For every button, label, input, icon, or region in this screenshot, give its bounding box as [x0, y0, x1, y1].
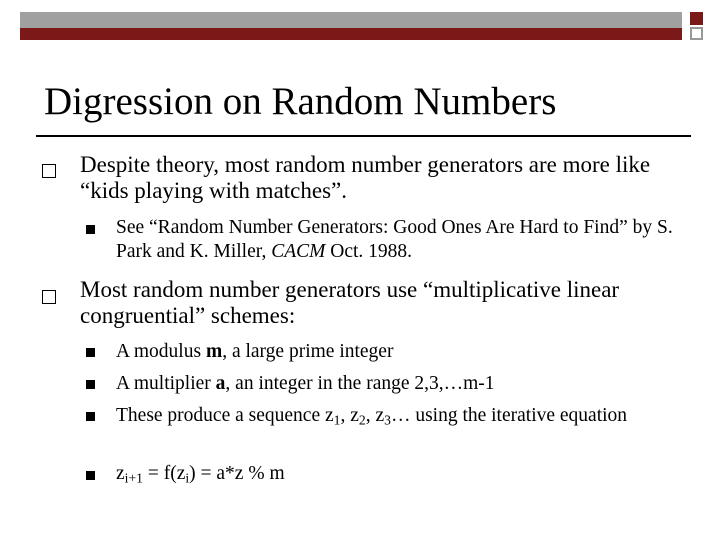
filled-square-bullet-icon	[86, 380, 95, 389]
filled-square-bullet-icon	[86, 412, 95, 421]
title-underline	[36, 135, 691, 137]
bullet-text-2: Most random number generators use “multiplicative linear congruential” schemes:	[80, 277, 620, 328]
bullet-text-1: Despite theory, most random number generators are more like “kids playing with matches”.	[80, 152, 651, 203]
journal-name: CACM	[271, 241, 326, 262]
sub-bullet-text-2b: A multiplier a, an integer in the range 2,3,…m-1	[116, 373, 495, 394]
red-band	[20, 28, 682, 40]
filled-square-bullet-icon	[86, 225, 95, 234]
sub-bullet-text-2d: $z_{i+1} = f(z_i) = a*z$ % m	[116, 463, 285, 486]
filled-square-bullet-icon	[86, 471, 95, 480]
gray-band	[20, 12, 682, 28]
hollow-square-bullet-icon	[42, 290, 56, 304]
outline-square-icon	[690, 27, 703, 40]
top-decoration-band	[0, 0, 720, 45]
hollow-square-bullet-icon	[42, 164, 56, 178]
slide-title: Digression on Random Numbers	[44, 80, 557, 123]
red-square-icon	[690, 12, 703, 25]
sub-bullet-text-1: See “Random Number Generators: Good Ones Are Hard to Find” by S. Park and K. Miller, CACM Oct. 1988.	[116, 217, 673, 262]
sub-bullet-text-2a: A modulus m, a large prime integer	[116, 341, 394, 362]
sub-bullet-text-2c: These produce a sequence $z_1$, $z_2$, $z_3\dots$ using the iterative equation	[116, 405, 628, 428]
filled-square-bullet-icon	[86, 348, 95, 357]
